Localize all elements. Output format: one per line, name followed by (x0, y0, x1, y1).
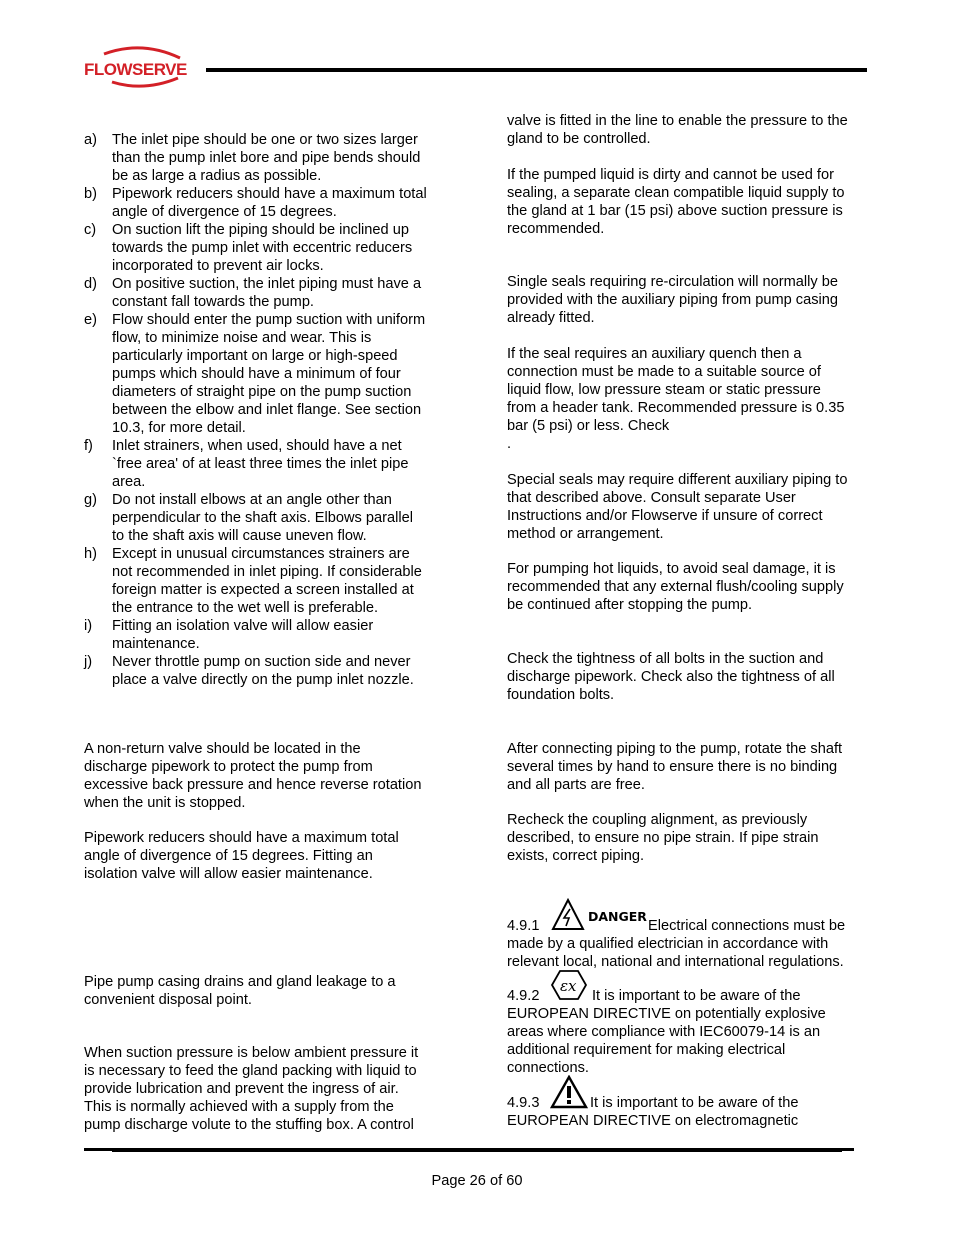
text-line: When suction pressure is below ambient pressure it (84, 1045, 419, 1061)
text-line: exists, correct piping. (507, 848, 645, 864)
list-item-line: Never throttle pump on suction side and never (112, 654, 411, 670)
text-line: provide lubrication and prevent the ingress of air. (84, 1081, 399, 1097)
text-line: sealing, a separate clean compatible liquid supply to (507, 185, 845, 201)
text-line: A non-return valve should be located in the (84, 741, 361, 757)
text-line: EUROPEAN DIRECTIVE on electromagnetic (507, 1113, 799, 1129)
list-marker: e) (84, 312, 97, 328)
text-line: provided with the auxiliary piping from pump casing (507, 292, 838, 308)
list-item-line: pumps which should have a minimum of four (112, 366, 401, 382)
list-marker: b) (84, 186, 97, 202)
header-rule (206, 68, 867, 72)
text-line: Instructions and/or Flowserve if unsure of correct (507, 508, 823, 524)
list-item-line: the entrance to the wet well is preferable. (112, 600, 379, 616)
footer-rule-thin (112, 1151, 842, 1152)
list-item-line: Flow should enter the pump suction with uniform (112, 312, 426, 328)
flowserve-logo (82, 44, 202, 88)
section-number: 4.9.2 (507, 988, 540, 1004)
list-item-line: area. (112, 474, 146, 490)
list-item-line: maintenance. (112, 636, 200, 652)
text-line: from a header tank. Recommended pressure is 0.35 (507, 400, 845, 416)
text-line: EUROPEAN DIRECTIVE on potentially explosive (507, 1006, 826, 1022)
electrical-danger-icon (551, 898, 585, 932)
text-line: connections. (507, 1060, 589, 1076)
list-item-line: constant fall towards the pump. (112, 294, 314, 310)
list-item-line: On suction lift the piping should be inclined up (112, 222, 409, 238)
atex-ex-icon (550, 969, 588, 1001)
text-line: If the pumped liquid is dirty and cannot be used for (507, 167, 834, 183)
warning-triangle-icon (550, 1075, 588, 1109)
text-line: relevant local, national and international regulations. (507, 954, 844, 970)
section-first-line: It is important to be aware of the (592, 988, 801, 1004)
logo-text: FLOWSERVE (84, 60, 187, 79)
text-line: that described above. Consult separate User (507, 490, 796, 506)
page-number: Page 26 of 60 (431, 1173, 523, 1189)
section-number: 4.9.1 (507, 918, 540, 934)
text-line: valve is fitted in the line to enable the pressure to the (507, 113, 848, 129)
svg-text:εx: εx (560, 977, 577, 995)
list-item-line: Pipework reducers should have a maximum total (112, 186, 427, 202)
text-line: Recheck the coupling alignment, as previously (507, 812, 808, 828)
text-line: the gland at 1 bar (15 psi) above suction pressure is (507, 203, 843, 219)
list-item-line: On positive suction, the inlet piping must have a (112, 276, 422, 292)
text-line: is necessary to feed the gland packing with liquid to (84, 1063, 417, 1079)
text-line: additional requirement for making electrical (507, 1042, 786, 1058)
list-marker: h) (84, 546, 97, 562)
text-line: areas where compliance with IEC60079-14 is an (507, 1024, 821, 1040)
text-line: convenient disposal point. (84, 992, 252, 1008)
text-line: connection must be made to a suitable source of (507, 364, 821, 380)
text-line: be continued after stopping the pump. (507, 597, 753, 613)
list-item-line: not recommended in inlet piping. If considerable (112, 564, 422, 580)
list-item-line: The inlet pipe should be one or two sizes larger (112, 132, 418, 148)
text-line: isolation valve will allow easier maintenance. (84, 866, 373, 882)
list-item-line: 10.3, for more detail. (112, 420, 246, 436)
list-item-line: particularly important on large or high-speed (112, 348, 398, 364)
text-line: Pipework reducers should have a maximum total (84, 830, 399, 846)
list-item-line: be as large a radius as possible. (112, 168, 322, 184)
list-marker: d) (84, 276, 97, 292)
list-marker: g) (84, 492, 97, 508)
list-marker: i) (84, 618, 93, 634)
text-line: For pumping hot liquids, to avoid seal damage, it is (507, 561, 836, 577)
text-line: . (507, 436, 512, 452)
list-item-line: towards the pump inlet with eccentric reducers (112, 240, 413, 256)
list-marker: a) (84, 132, 97, 148)
text-line: method or arrangement. (507, 526, 664, 542)
text-line: After connecting piping to the pump, rotate the shaft (507, 741, 843, 757)
text-line: gland to be controlled. (507, 131, 651, 147)
list-item-line: foreign matter is expected a screen installed at (112, 582, 414, 598)
text-line: Special seals may require different auxiliary piping to (507, 472, 848, 488)
text-line: This is normally achieved with a supply from the (84, 1099, 394, 1115)
list-item-line: than the pump inlet bore and pipe bends should (112, 150, 421, 166)
list-item-line: perpendicular to the shaft axis. Elbows parallel (112, 510, 413, 526)
text-line: Single seals requiring re-circulation will normally be (507, 274, 838, 290)
list-marker: c) (84, 222, 97, 238)
text-line: several times by hand to ensure there is no binding (507, 759, 838, 775)
text-line: already fitted. (507, 310, 595, 326)
text-line: recommended that any external flush/cooling supply (507, 579, 844, 595)
list-item-line: Fitting an isolation valve will allow easier (112, 618, 374, 634)
text-line: described, to ensure no pipe strain. If pipe strain (507, 830, 819, 846)
text-line: Check the tightness of all bolts in the suction and (507, 651, 824, 667)
list-item-line: Do not install elbows at an angle other than (112, 492, 392, 508)
list-item-line: place a valve directly on the pump inlet nozzle. (112, 672, 414, 688)
text-line: foundation bolts. (507, 687, 615, 703)
list-item-line: Except in unusual circumstances strainers are (112, 546, 410, 562)
text-line: pump discharge volute to the stuffing box. A control (84, 1117, 414, 1133)
text-line: discharge pipework. Check also the tightness of all (507, 669, 835, 685)
text-line: discharge pipework to protect the pump from (84, 759, 373, 775)
text-line: If the seal requires an auxiliary quench then a (507, 346, 802, 362)
text-line: Pipe pump casing drains and gland leakage to a (84, 974, 396, 990)
list-item-line: Inlet strainers, when used, should have a net (112, 438, 402, 454)
list-item-line: incorporated to prevent air locks. (112, 258, 324, 274)
list-item-line: flow, to minimize noise and wear. This is (112, 330, 372, 346)
list-item-line: between the elbow and inlet flange. See section (112, 402, 422, 418)
list-item-line: angle of divergence of 15 degrees. (112, 204, 337, 220)
text-line: bar (5 psi) or less. Check (507, 418, 670, 434)
text-line: when the unit is stopped. (84, 795, 246, 811)
text-line: recommended. (507, 221, 605, 237)
list-item-line: to the shaft axis will cause uneven flow. (112, 528, 367, 544)
text-line: and all parts are free. (507, 777, 645, 793)
list-item-line: diameters of straight pipe on the pump suction (112, 384, 412, 400)
section-first-line: It is important to be aware of the (590, 1095, 799, 1111)
text-line: angle of divergence of 15 degrees. Fitting an (84, 848, 373, 864)
section-first-line: Electrical connections must be (648, 918, 846, 934)
text-line: made by a qualified electrician in accordance with (507, 936, 829, 952)
danger-label: DANGER (588, 909, 647, 924)
text-line: excessive back pressure and hence reverse rotation (84, 777, 422, 793)
section-number: 4.9.3 (507, 1095, 540, 1111)
list-item-line: `free area' of at least three times the inlet pipe (112, 456, 409, 472)
text-line: liquid flow, low pressure steam or static pressure (507, 382, 821, 398)
list-marker: f) (84, 438, 93, 454)
list-marker: j) (84, 654, 93, 670)
